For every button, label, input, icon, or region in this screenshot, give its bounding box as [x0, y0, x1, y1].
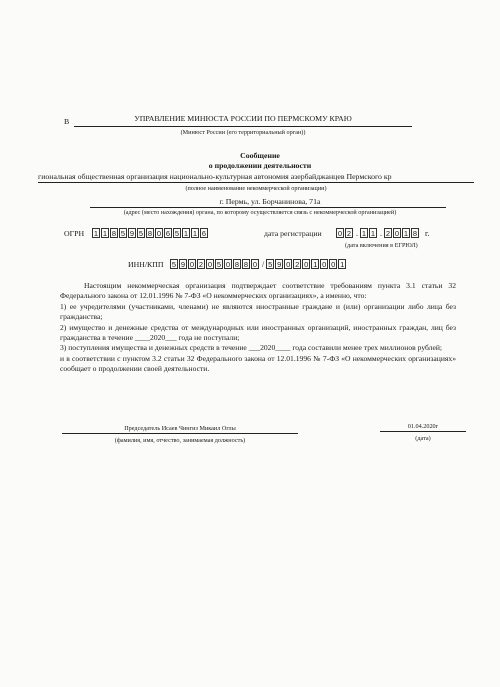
ogrn-digit-box: 8: [147, 229, 153, 238]
inn-kpp-label: ИНН/КПП: [128, 260, 164, 269]
date-year-digit-box: 2: [385, 229, 391, 238]
ogrn-digit-box: 5: [138, 229, 144, 238]
signer-underline: [62, 433, 298, 434]
ogrn-digit-box: 8: [111, 229, 117, 238]
date-year-digit-box: 8: [412, 229, 418, 238]
ogrn-digit-box: 0: [156, 229, 162, 238]
organization-caption: (полное наименование некоммерческой организации): [185, 185, 327, 192]
date-year-digit-box: 0: [394, 229, 400, 238]
signature-date: 01.04.2020г: [407, 423, 439, 430]
kpp-digit-box: 5: [268, 260, 273, 269]
registration-date-boxes: [336, 228, 431, 238]
recipient-name: УПРАВЛЕНИЕ МИНЮСТА РОССИИ ПО ПЕРМСКОМУ КРАЮ: [134, 114, 352, 123]
signer-name: Председатель Исаев Чингиз Микаил Оглы: [124, 425, 236, 432]
kpp-boxes: [266, 259, 347, 269]
date-separator: .: [356, 228, 358, 238]
inn-kpp-slash: /: [262, 259, 265, 269]
inn-digit-box: 5: [216, 260, 222, 269]
ogrn-boxes: [92, 228, 209, 238]
kpp-digit-box: 0: [304, 260, 309, 269]
date-day-digit-box: 0: [337, 229, 343, 238]
kpp-digit-box: 1: [340, 260, 345, 269]
to-prefix: В: [64, 117, 70, 126]
inn-digit-box: 8: [234, 260, 240, 269]
inn-boxes: [170, 259, 260, 269]
organization-name: гиональная общественная организация национально-культурная автономия азербайджанцев Пермского кр: [38, 172, 392, 181]
inn-digit-box: 0: [189, 260, 195, 269]
kpp-digit-box: 2: [295, 260, 300, 269]
date-month-digit-box: 1: [361, 229, 367, 238]
ogrn-digit-box: 1: [102, 229, 108, 238]
ogrn-digit-box: 1: [192, 229, 198, 238]
organization-underline: [38, 182, 474, 183]
document-subtitle: о продолжении деятельности: [208, 161, 312, 170]
kpp-digit-box: 0: [286, 260, 291, 269]
inn-digit-box: 5: [171, 260, 177, 269]
ogrn-label: ОГРН: [64, 229, 85, 238]
document-title: Сообщение: [240, 151, 280, 160]
ogrn-digit-box: 5: [174, 229, 180, 238]
date-day-boxes: [336, 228, 354, 238]
date-month-boxes: [360, 228, 378, 238]
ogrn-digit-box: 5: [120, 229, 126, 238]
ogrn-digit-box: 9: [129, 229, 135, 238]
inn-digit-box: 9: [180, 260, 186, 269]
inn-digit-box: 0: [252, 260, 258, 269]
body-paragraph-1: Настоящим некоммерческая организация подтверждает соответствие требованиям пункта 3.1 статьи 32 Федерального закона от 12.01.1996 № 7-ФЗ «О некоммерческих организациях», а именно, что:: [60, 281, 456, 301]
signer-caption: (фамилия, имя, отчество, занимаемая должность): [114, 437, 246, 444]
date-caption: (дата включения в ЕГРЮЛ): [345, 242, 418, 249]
kpp-digit-box: 9: [277, 260, 282, 269]
address-underline: [90, 207, 446, 208]
date-year-digit-box: 1: [403, 229, 409, 238]
inn-digit-box: 8: [243, 260, 249, 269]
date-separator: .: [380, 228, 382, 238]
address-caption: (адрес (место нахождения) органа, по которому осуществляется связь с некоммерческой организацией): [123, 209, 397, 216]
registration-date-label: дата регистрации: [264, 229, 322, 238]
year-suffix: г.: [425, 228, 430, 238]
recipient-underline: [74, 126, 412, 127]
ogrn-digit-box: 1: [93, 229, 99, 238]
kpp-digit-box: 0: [322, 260, 327, 269]
ogrn-digit-box: 6: [165, 229, 171, 238]
body-paragraph-3: 2) имущество и денежные средства от международных или иностранных организаций, иностранных граждан, лиц без гражданства в течение ____2020___ года не поступали;: [60, 322, 456, 343]
signature-date-caption: (дата): [415, 435, 431, 442]
date-day-digit-box: 2: [346, 229, 352, 238]
recipient-caption: (Минюст России (его территориальный орган)): [180, 129, 306, 136]
body-paragraph-5: и в соответствии с пунктом 3.2 статьи 32 Федерального закона от 12.01.1996 № 7-ФЗ «О некоммерческих организациях» сообщает о продолжении своей деятельности.: [60, 353, 456, 374]
inn-digit-box: 2: [198, 260, 204, 269]
body-paragraph-2: 1) ее учредителями (участниками, членами) не являются иностранные граждане и (или) организации либо лица без гражданства;: [60, 301, 456, 322]
body-paragraph-4: 3) поступления имущества и денежных средств в течение ___2020____ года составили менее трех миллионов рублей;: [60, 343, 443, 353]
ogrn-digit-box: 6: [201, 229, 207, 238]
body-text: [60, 281, 456, 375]
kpp-digit-box: 1: [313, 260, 318, 269]
inn-digit-box: 0: [207, 260, 213, 269]
inn-kpp-boxes: [170, 259, 347, 269]
date-month-digit-box: 1: [370, 229, 376, 238]
inn-digit-box: 0: [225, 260, 231, 269]
signature-date-underline: [380, 431, 466, 432]
kpp-digit-box: 0: [331, 260, 336, 269]
date-year-boxes: [384, 228, 420, 238]
organization-address: г. Пермь, ул. Борчанинова, 71а: [219, 197, 321, 206]
ogrn-digit-box: 1: [183, 229, 189, 238]
